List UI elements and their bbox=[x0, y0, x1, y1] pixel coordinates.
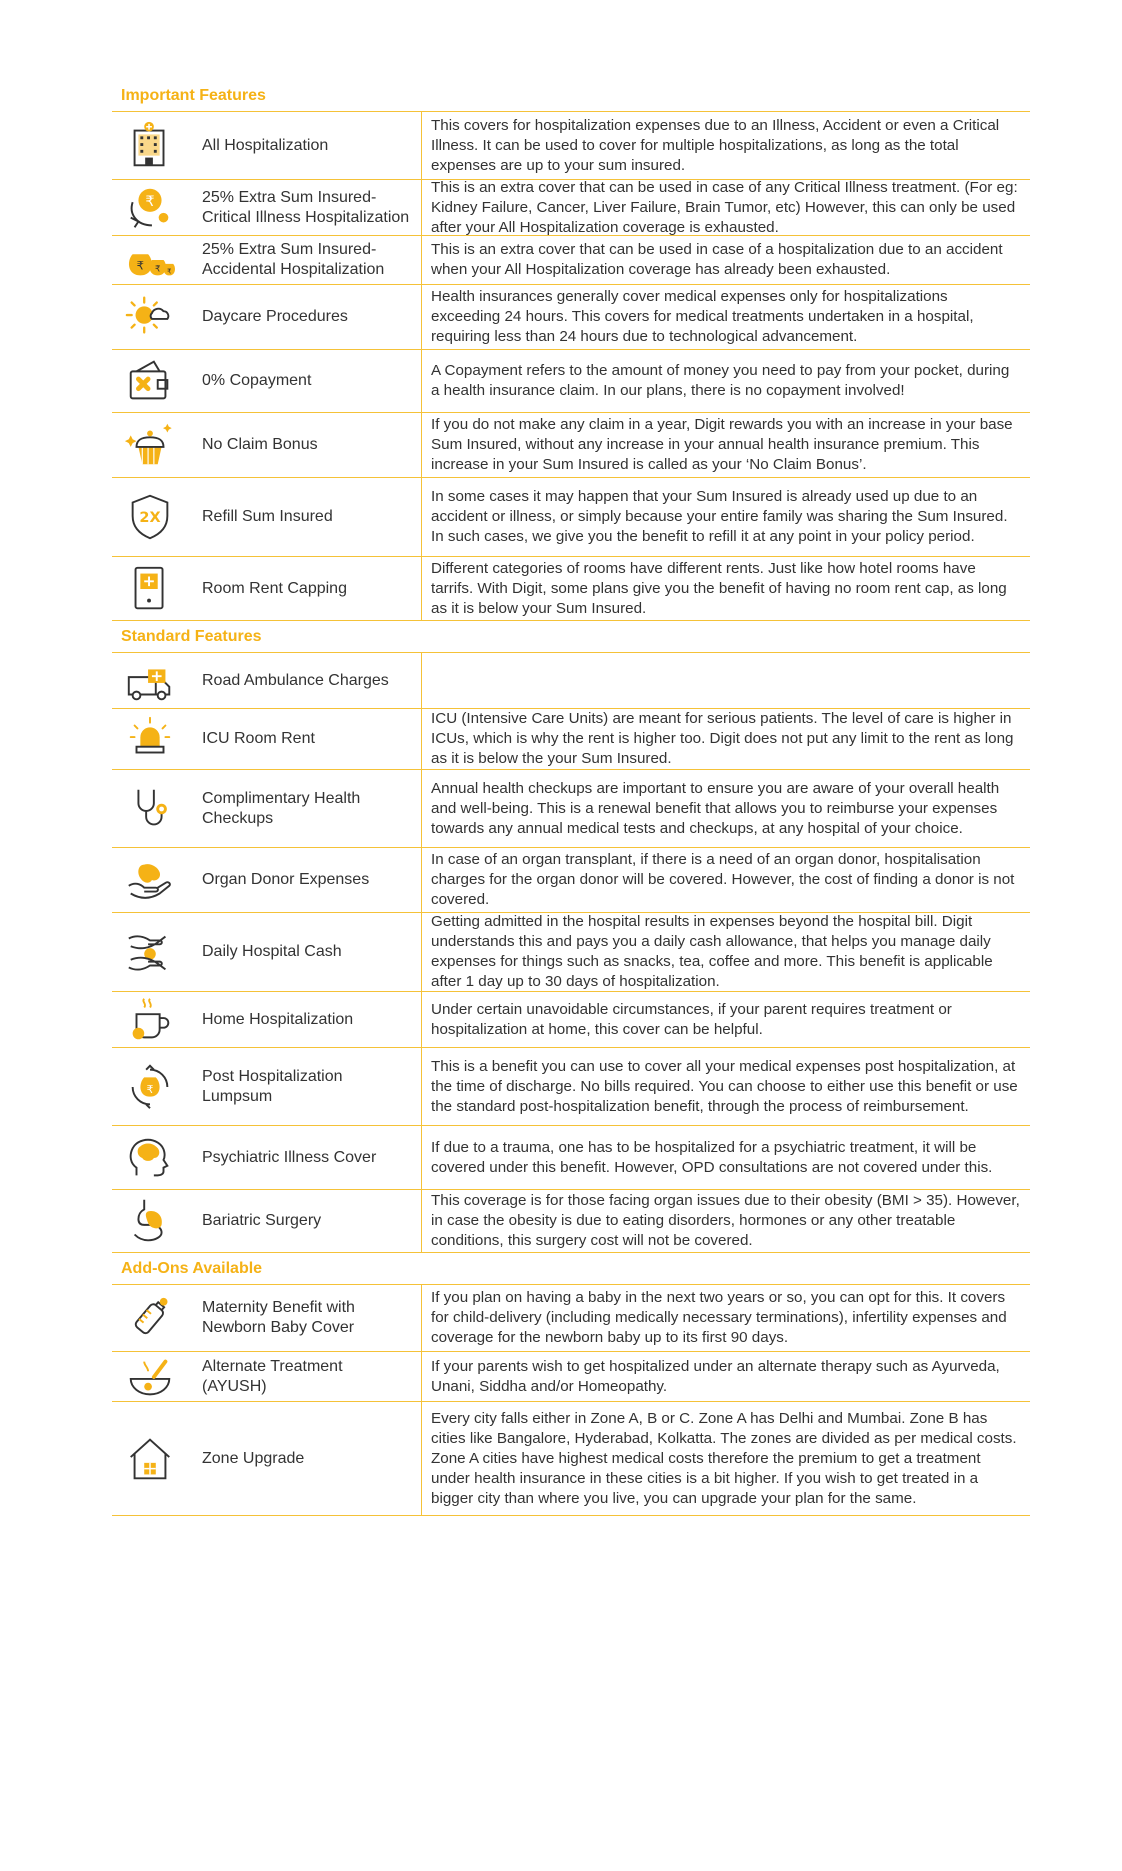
feature-description: Getting admitted in the hospital results in expenses beyond the hospital bill. Digit understands this and pays you a daily cash allowance, that helps you manage daily expenses for things such as snacks, tea, coffee and more. This benefit is applicable after 1 day up to 30 days of hospitalization. bbox=[431, 913, 993, 990]
feature-description bbox=[422, 653, 1030, 708]
feature-name-cell bbox=[112, 236, 422, 284]
feature-description: Different categories of rooms have different rents. Just like how hotel rooms have tarrifs. With Digit, some plans give you the benefit of having no room rent cap, as long as it is below your Sum Insured. bbox=[431, 559, 1007, 617]
feature-description: This is an extra cover that can be used in case of any Critical Illness treatment. (For eg: Kidney Failure, Cancer, Liver Failure, Brain Tumor, etc) However, this can only be used after your All Hospitalization coverage is exhausted. bbox=[431, 178, 1018, 236]
feature-name-cell bbox=[112, 1402, 422, 1515]
feature-name: 0% Copayment bbox=[202, 372, 312, 389]
svg-text:₹: ₹ bbox=[146, 1083, 154, 1096]
table-row bbox=[112, 1402, 1030, 1516]
table-row bbox=[112, 709, 1030, 770]
feature-name: 25% Extra Sum Insured- Critical Illness Hospitalization bbox=[202, 188, 410, 226]
feature-description: In some cases it may happen that your Sum Insured is already used up due to an accident or illness, or simply because your entire family was sharing the Sum Insured. In such cases, we give you the benefit to refill it at any point in your policy period. bbox=[431, 488, 1008, 545]
house-icon bbox=[122, 1431, 178, 1487]
feature-name-cell bbox=[112, 413, 422, 477]
rupee-coin-arrow-icon bbox=[122, 180, 178, 236]
feature-description: If you do not make any claim in a year, Digit rewards you with an increase in your base Sum Insured, without any increase in your annual health insurance premium. This increase in your Sum Insured is called as your ‘No Claim Bonus’. bbox=[431, 416, 1013, 473]
feature-name: Alternate Treatment (AYUSH) bbox=[202, 1357, 343, 1395]
feature-name-cell bbox=[112, 770, 422, 847]
feature-name: Room Rent Capping bbox=[202, 579, 347, 597]
feature-name-cell bbox=[112, 478, 422, 556]
feature-name-cell bbox=[112, 1190, 422, 1252]
shield-2x-icon bbox=[122, 489, 178, 545]
feature-name-cell bbox=[112, 1048, 422, 1125]
feature-description: A Copayment refers to the amount of money you need to pay from your pocket, during a health insurance claim. In our plans, there is no copayment involved! bbox=[431, 362, 1010, 399]
table-row bbox=[112, 913, 1030, 992]
feature-name: Home Hospitalization bbox=[202, 1010, 354, 1028]
table-row bbox=[112, 653, 1030, 709]
table-row bbox=[112, 413, 1030, 478]
hands-coin-icon bbox=[122, 924, 178, 980]
feature-name: Zone Upgrade bbox=[202, 1449, 305, 1467]
table-row bbox=[112, 236, 1030, 285]
tea-cup-icon bbox=[122, 992, 178, 1048]
feature-name-cell bbox=[112, 653, 422, 708]
siren-light-icon bbox=[122, 711, 178, 767]
mortar-pestle-icon bbox=[122, 1349, 178, 1405]
section-header: Important Features bbox=[112, 80, 1030, 112]
svg-text:₹: ₹ bbox=[167, 267, 172, 276]
table-row bbox=[112, 285, 1030, 350]
feature-name: ICU Room Rent bbox=[202, 730, 315, 747]
ambulance-icon bbox=[122, 653, 178, 709]
hand-organ-icon bbox=[122, 852, 178, 908]
feature-description: Under certain unavoidable circumstances, if your parent requires treatment or hospitalization at home, this cover can be helpful. bbox=[431, 1000, 952, 1038]
feature-description: This coverage is for those facing organ issues due to their obesity (BMI > 35). However, in case the obesity is due to eating disorders, hormones or any other treatable conditions, this surgery cost will not be covered. bbox=[431, 1192, 1020, 1249]
svg-text:2X: 2X bbox=[139, 509, 161, 526]
stethoscope-icon bbox=[122, 781, 178, 837]
feature-name-cell bbox=[112, 180, 422, 235]
table-row bbox=[112, 478, 1030, 557]
table-row bbox=[112, 770, 1030, 848]
money-bags-icon bbox=[122, 232, 178, 288]
feature-name: Post Hospitalization Lumpsum bbox=[202, 1067, 343, 1105]
feature-description: Health insurances generally cover medical expenses only for hospitalizations exceeding 24 hours. This covers for medical treatments undertaken in a hospital, requiring less than 24 hours due to technological advancement. bbox=[431, 288, 974, 345]
feature-description: In case of an organ transplant, if there is a need of an organ donor, hospitalisation charges for the organ donor will be covered. However, the cost of finding a donor is not covered. bbox=[431, 851, 1015, 908]
feature-name: Complimentary Health Checkups bbox=[202, 789, 361, 827]
money-bag-cycle-icon bbox=[122, 1059, 178, 1115]
feature-name-cell bbox=[112, 709, 422, 769]
table-row bbox=[112, 1352, 1030, 1402]
feature-name: Daily Hospital Cash bbox=[202, 943, 342, 960]
head-brain-icon bbox=[122, 1130, 178, 1186]
feature-name-cell bbox=[112, 112, 422, 179]
feature-name-cell bbox=[112, 992, 422, 1047]
feature-description: This is a benefit you can use to cover all your medical expenses post hospitalization, at the time of discharge. No bills required. You can choose to either use this benefit or use the standard post-hospitalization benefit, through the process of reimbursement. bbox=[431, 1057, 1018, 1115]
feature-table bbox=[112, 80, 1030, 1516]
feature-name-cell bbox=[112, 1285, 422, 1351]
table-row bbox=[112, 1126, 1030, 1190]
baby-bottle-icon bbox=[122, 1290, 178, 1346]
feature-name: All Hospitalization bbox=[202, 136, 329, 154]
feature-description: ICU (Intensive Care Units) are meant for serious patients. The level of care is higher in ICUs, which is why the rent is higher too. Digit does not put any limit to the rent as long as it is below the your Sum Insured. bbox=[431, 710, 1014, 767]
table-row bbox=[112, 848, 1030, 913]
wallet-cross-icon bbox=[122, 353, 178, 409]
feature-name: Road Ambulance Charges bbox=[202, 671, 389, 689]
feature-name-cell bbox=[112, 557, 422, 620]
feature-description: Every city falls either in Zone A, B or C. Zone A has Delhi and Mumbai. Zone B has cities like Bangalore, Hyderabad, Kolkatta. The zones are divided as per medical costs. Zone A cities have highest medical costs therefore the premium to get a treatment under health insurance in these cities is a bit higher. If you wish to get treated in a bigger city than where you live, you can upgrade your plan for the same. bbox=[431, 1409, 1017, 1507]
feature-name-cell bbox=[112, 1126, 422, 1189]
table-row bbox=[112, 557, 1030, 621]
feature-name: No Claim Bonus bbox=[202, 436, 318, 453]
table-row bbox=[112, 1048, 1030, 1126]
feature-name: Psychiatric Illness Cover bbox=[202, 1148, 377, 1166]
feature-description: This covers for hospitalization expenses due to an Illness, Accident or even a Critical Illness. It can be used to cover for multiple hospitalizations, as long as the total expenses are up to your sum insured. bbox=[431, 116, 1000, 174]
table-row bbox=[112, 112, 1030, 180]
svg-text:₹: ₹ bbox=[154, 264, 161, 275]
table-row bbox=[112, 1285, 1030, 1352]
stomach-icon bbox=[122, 1193, 178, 1249]
table-row bbox=[112, 350, 1030, 413]
feature-name: Daycare Procedures bbox=[202, 308, 348, 325]
feature-name-cell bbox=[112, 285, 422, 349]
feature-description: If your parents wish to get hospitalized under an alternate therapy such as Ayurveda, Unani, Siddha and/or Homeopathy. bbox=[431, 1357, 1000, 1395]
svg-text:₹: ₹ bbox=[145, 193, 155, 210]
feature-name: Organ Donor Expenses bbox=[202, 871, 370, 888]
section-header: Add-Ons Available bbox=[112, 1253, 1030, 1285]
feature-description: If due to a trauma, one has to be hospitalized for a psychiatric treatment, it will be covered under this benefit. However, OPD consultations are not covered under this. bbox=[431, 1138, 993, 1176]
feature-name-cell bbox=[112, 913, 422, 991]
sun-cloud-icon bbox=[122, 289, 178, 345]
feature-name: Bariatric Surgery bbox=[202, 1212, 322, 1229]
section-header: Standard Features bbox=[112, 621, 1030, 653]
feature-name-cell bbox=[112, 350, 422, 412]
table-row bbox=[112, 1190, 1030, 1253]
feature-description: If you plan on having a baby in the next two years or so, you can opt for this. It covers for child-delivery (including medically necessary terminations), infertility expenses and coverage for the newborn baby up to its first 90 days. bbox=[431, 1289, 1007, 1346]
feature-name: Refill Sum Insured bbox=[202, 508, 333, 525]
feature-name: Maternity Benefit with Newborn Baby Cover bbox=[202, 1299, 355, 1336]
feature-description: Annual health checkups are important to ensure you are aware of your overall health and well-being. This is a renewal benefit that allows you to reimburse your expenses towards any annual medical tests and checkups, at any hospital of your choice. bbox=[431, 779, 1000, 837]
hospital-building-icon bbox=[122, 118, 178, 174]
table-row bbox=[112, 992, 1030, 1048]
cupcake-sparkle-icon bbox=[122, 417, 178, 473]
feature-description: This is an extra cover that can be used in case of a hospitalization due to an accident when your All Hospitalization coverage has already been exhausted. bbox=[431, 241, 1003, 278]
svg-text:₹: ₹ bbox=[136, 258, 145, 273]
feature-name-cell bbox=[112, 848, 422, 912]
table-row bbox=[112, 180, 1030, 236]
feature-name: 25% Extra Sum Insured- Accidental Hospitalization bbox=[202, 241, 385, 278]
feature-name-cell bbox=[112, 1352, 422, 1401]
room-door-icon bbox=[122, 561, 178, 617]
